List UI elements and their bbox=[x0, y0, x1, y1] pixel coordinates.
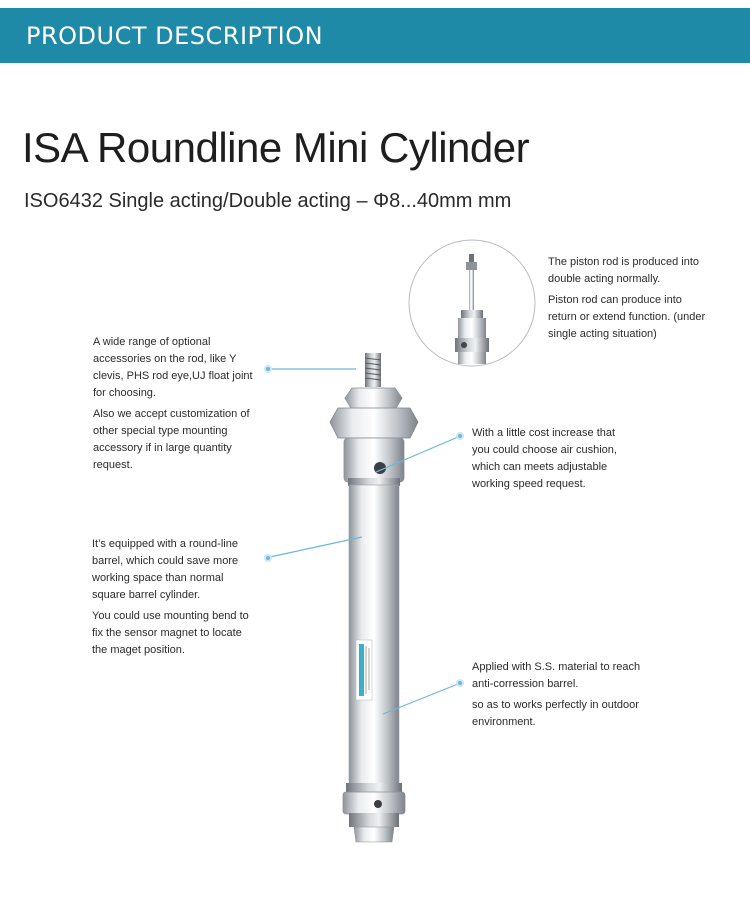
header-title: PRODUCT DESCRIPTION bbox=[26, 22, 324, 50]
callout-accessories-text-2: Also we accept customization of other special type mounting accessory if in large quantity request. bbox=[93, 408, 250, 471]
product-subtitle: ISO6432 Single acting/Double acting – Φ8...40mm mm bbox=[24, 190, 512, 212]
callout-barrel-text-1: It’s equipped with a round-line barrel, which could save more working space than normal square barrel cylinder. bbox=[92, 538, 239, 601]
callout-piston-text-2: Piston rod can produce into return or extend function. (under single acting situation) bbox=[548, 294, 706, 340]
leader-barrel bbox=[270, 537, 362, 557]
piston-rod-inset bbox=[409, 240, 535, 366]
callout-accessories bbox=[93, 334, 253, 478]
callout-material-text-2: so as to works perfectly in outdoor environment. bbox=[472, 699, 639, 728]
cylinder-image bbox=[330, 353, 418, 842]
callout-material-text-1: Applied with S.S. material to reach anti-corression barrel. bbox=[472, 661, 641, 690]
callout-cushion-text-1: With a little cost increase that you could choose air cushion, which can meets adjustable working speed request. bbox=[472, 427, 617, 490]
callout-barrel bbox=[92, 536, 252, 663]
callout-piston-text-1: The piston rod is produced into double acting normally. bbox=[548, 256, 700, 285]
product-title: ISA Roundline Mini Cylinder bbox=[22, 124, 530, 171]
callout-cushion bbox=[472, 425, 630, 497]
callout-material bbox=[472, 659, 654, 735]
callout-accessories-text-1: A wide range of optional accessories on the rod, like Y clevis, PHS rod eye,UJ float joint for choosing. bbox=[93, 336, 253, 399]
callout-piston bbox=[548, 254, 713, 347]
callout-barrel-text-2: You could use mounting bend to fix the sensor magnet to locate the maget position. bbox=[92, 610, 249, 656]
